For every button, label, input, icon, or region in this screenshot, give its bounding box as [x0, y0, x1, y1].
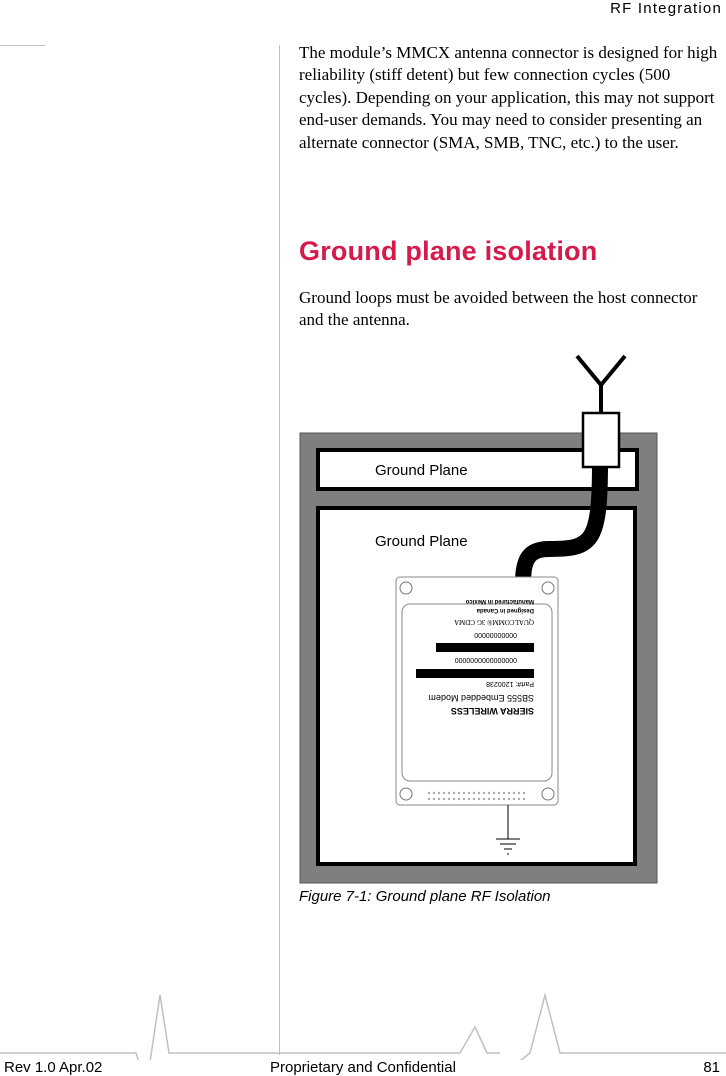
antenna-right-arm [601, 356, 625, 385]
module-manufactured: Manufactured in Mexico [465, 598, 534, 604]
footer-confidentiality: Proprietary and Confidential [270, 1059, 456, 1076]
footer-decoration [0, 990, 726, 1060]
footer-revision: Rev 1.0 Apr.02 [4, 1059, 103, 1076]
ground-plane-figure [299, 353, 659, 885]
antenna-left-arm [577, 356, 601, 385]
module-chipset: QUALCOMM® 3G CDMA [454, 618, 534, 626]
section-title: Ground plane isolation [299, 236, 598, 266]
barcode-1 [416, 669, 534, 678]
margin-rule [279, 45, 280, 1055]
module-model: SB555 Embedded Modem [428, 693, 534, 703]
inner-ground-plane-label: Ground Plane [375, 533, 468, 550]
header-rule [0, 45, 45, 46]
barcode-2 [436, 643, 534, 652]
paragraph-connector: The module’s MMCX antenna connector is designed for high reliability (stiff detent) but few connection cycles (500 cycles). Depending on your application, this may not support end-user demands. You may need to consider presenting an alternate connector (SMA, SMB, TNC, etc.) to the user. [299, 43, 718, 152]
footer-page-number: 81 [703, 1059, 720, 1076]
module-barcode-2: 00000000000 [474, 631, 517, 638]
module-designed: Designed in Canada [476, 607, 534, 613]
module-barcode-1: 0000000000000000 [454, 656, 517, 663]
module-brand: SIERRA WIRELESS [450, 706, 534, 716]
module-part: Part#: 1200238 [486, 680, 534, 687]
antenna-connector-box [583, 413, 619, 467]
paragraph-ground-loops: Ground loops must be avoided between the host connector and the antenna. [299, 288, 698, 330]
running-header: RF Integration [610, 0, 722, 17]
figure-caption: Figure 7-1: Ground plane RF Isolation [299, 888, 551, 905]
top-ground-plane-label: Ground Plane [375, 462, 468, 479]
embedded-modem [396, 577, 558, 805]
